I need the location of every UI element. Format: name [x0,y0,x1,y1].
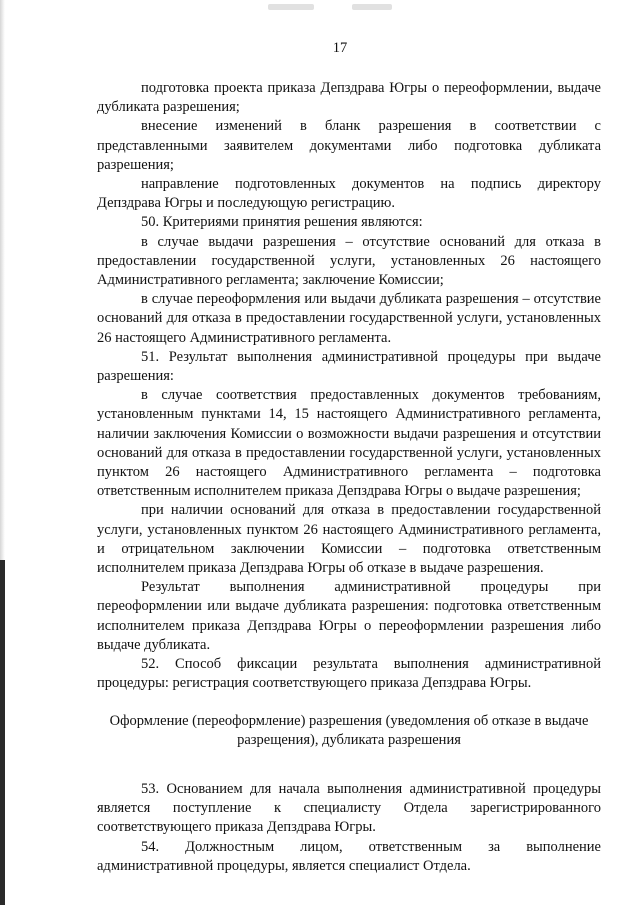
scan-edge-dark-strip [0,560,5,905]
section-heading: Оформление (переоформление) разрешения (уведомления об отказе в выдаче разрещения), дубликата разрешения [109,712,589,748]
paragraph: в случае выдачи разрешения – отсутствие оснований для отказа в предоставлении государственной услуги, установленных 26 настоящего Административного регламента; заключение Комиссии; [97,233,601,289]
paragraph: в случае переоформления или выдачи дубликата разрешения – отсутствие оснований для отказа в предоставлении государственной услуги, установленных 26 настоящего Административного регламента. [97,291,601,346]
paragraph: 54. Должностным лицом, ответственным за выполнение административной процедуры, является специалист Отдела. [97,838,601,874]
paragraph: 53. Основанием для начала выполнения административной процедуры является поступление к специалисту Отдела зарегистрированного соответствующего приказа Депздрава Югры. [97,780,601,836]
paragraph: внесение изменений в бланк разрешения в соответствии с представленными заявителем документами либо подготовка дубликата разрешения; [97,118,601,173]
paragraph: при наличии оснований для отказа в предоставлении государственной услуги, установленных пунктом 26 настоящего Административного регламента, и отрицательном заключении Комиссии – подготовка ответственным исполнителем приказа Депздрава Югры об отказе в выдаче разрешения. [97,502,601,577]
document-body [97,79,601,876]
paragraph: 52. Способ фиксации результата выполнения административной процедуры: регистрация соответствующего приказа Депздрава Югры. [97,656,601,692]
page-number: 17 [332,40,348,56]
paragraph: в случае соответствия предоставленных документов требованиям, установленным пунктами 14, 15 настоящего Административного регламента, наличии заключения Комиссии о возможности выдачи разрешения и отсутствии оснований для отказа в предоставлении государственной услуги, установленных пунктом 26 настоящего Административного регламента – подготовка ответственным исполнителем приказа Депздрава Югры о выдаче разрешения; [97,387,601,500]
paragraph: 50. Критериями принятия решения являются: [141,214,423,231]
scan-top-artifact [268,4,396,14]
paragraph: 51. Результат выполнения административной процедуры при выдаче разрешения: [97,348,601,385]
paragraph: подготовка проекта приказа Депздрава Югры о переоформлении, выдаче дубликата разрешения; [97,80,601,116]
paragraph: Результат выполнения административной процедуры при переоформлении или выдаче дубликата разрешения: подготовка ответственным исполнителем приказа Депздрава Югры о переоформлении разрешения либо выдаче дубликата. [97,579,601,653]
paragraph: направление подготовленных документов на подпись директору Депздрава Югры и последующую регистрацию. [97,176,601,212]
